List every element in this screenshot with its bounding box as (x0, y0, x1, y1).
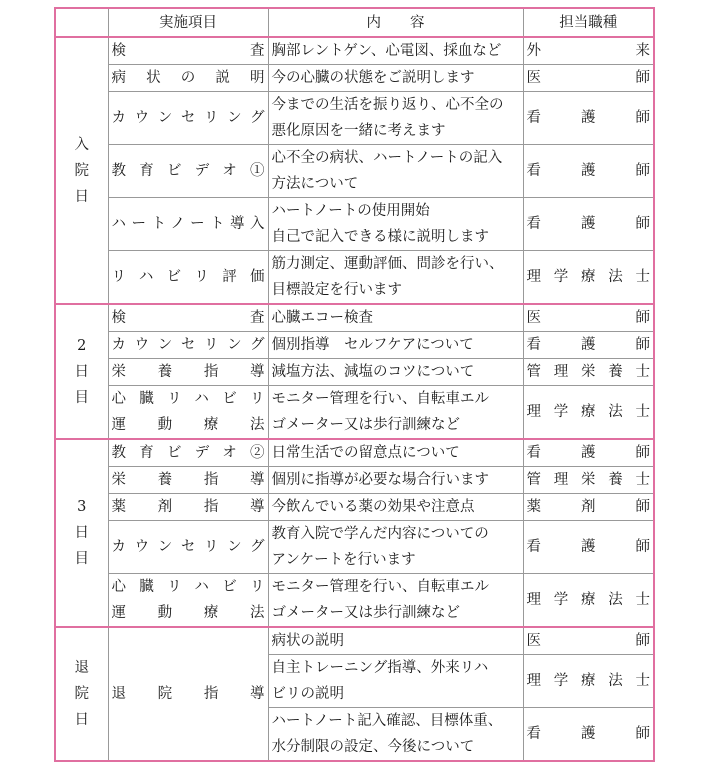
day-label: 退院日 (74, 660, 89, 728)
item-cell: 教育ビデオ② (108, 439, 268, 467)
schedule-table (54, 7, 655, 762)
content-cell: ハートノート記入確認、目標体重、 水分制限の設定、今後について (268, 708, 523, 762)
table-row (55, 198, 654, 251)
content-cell: モニター管理を行い、自転車エル ゴメーター又は歩行訓練など (268, 386, 523, 440)
content-cell: 胸部レントゲン、心電図、採血など (268, 37, 523, 65)
day-label: 入院日 (74, 136, 89, 205)
item-cell: 栄養指導 (108, 359, 268, 386)
staff-cell: 看護師 (523, 92, 654, 145)
content-cell: 心不全の病状、ハートノートの記入 方法について (268, 145, 523, 198)
content-cell: 今までの生活を振り返り、心不全の 悪化原因を一緒に考えます (268, 92, 523, 145)
item-cell: 心臓リハビリ 運動療法 (108, 386, 268, 440)
staff-cell: 看護師 (523, 332, 654, 359)
content-cell: 心臓エコー検査 (268, 304, 523, 332)
day-cell-admission (55, 37, 108, 304)
content-cell: 減塩方法、減塩のコツについて (268, 359, 523, 386)
item-cell: カウンセリング (108, 521, 268, 574)
item-cell: 病状の説明 (108, 65, 268, 92)
table-row (55, 304, 654, 332)
item-cell: 退院指導 (108, 627, 268, 761)
day-label: 3日目 (74, 499, 89, 567)
table-row (55, 251, 654, 305)
content-cell: 教育入院で学んだ内容についての アンケートを行います (268, 521, 523, 574)
content-cell: モニター管理を行い、自転車エル ゴメーター又は歩行訓練など (268, 574, 523, 628)
staff-cell: 管理栄養士 (523, 359, 654, 386)
content-cell: 個別に指導が必要な場合行います (268, 467, 523, 494)
content-cell: 今飲んでいる薬の効果や注意点 (268, 494, 523, 521)
staff-cell: 看護師 (523, 521, 654, 574)
staff-cell: 外来 (523, 37, 654, 65)
header-item: 実施項目 (108, 8, 268, 37)
table-row (55, 627, 654, 655)
staff-cell: 看護師 (523, 198, 654, 251)
content-cell: 個別指導 セルフケアについて (268, 332, 523, 359)
item-cell: 検査 (108, 304, 268, 332)
staff-cell: 理学療法士 (523, 574, 654, 628)
item-cell: 教育ビデオ① (108, 145, 268, 198)
table-row (55, 494, 654, 521)
table-row (55, 386, 654, 440)
item-cell: 栄養指導 (108, 467, 268, 494)
table-row (55, 332, 654, 359)
table-row (55, 439, 654, 467)
staff-cell: 医師 (523, 304, 654, 332)
item-cell: カウンセリング (108, 332, 268, 359)
staff-cell: 看護師 (523, 145, 654, 198)
table-row (55, 359, 654, 386)
table-row (55, 574, 654, 628)
header-content: 内 容 (268, 8, 523, 37)
staff-cell: 看護師 (523, 708, 654, 762)
item-cell: カウンセリング (108, 92, 268, 145)
table-row (55, 65, 654, 92)
header-staff: 担当職種 (523, 8, 654, 37)
staff-cell: 理学療法士 (523, 655, 654, 708)
table-row (55, 92, 654, 145)
item-cell: 薬剤指導 (108, 494, 268, 521)
content-cell: 病状の説明 (268, 627, 523, 655)
table-row (55, 145, 654, 198)
staff-cell: 医師 (523, 65, 654, 92)
item-cell: リハビリ評価 (108, 251, 268, 305)
staff-cell: 理学療法士 (523, 386, 654, 440)
content-cell: 自主トレーニング指導、外来リハ ビリの説明 (268, 655, 523, 708)
staff-cell: 理学療法士 (523, 251, 654, 305)
content-cell: 今の心臓の状態をご説明します (268, 65, 523, 92)
staff-cell: 医師 (523, 627, 654, 655)
staff-cell: 管理栄養士 (523, 467, 654, 494)
staff-cell: 看護師 (523, 439, 654, 467)
day-cell-day3 (55, 439, 108, 627)
content-cell: 日常生活での留意点について (268, 439, 523, 467)
table-row (55, 467, 654, 494)
table-header-row (55, 8, 654, 37)
day-label: 2日目 (74, 337, 89, 406)
day-cell-day2 (55, 304, 108, 439)
item-cell: 心臓リハビリ 運動療法 (108, 574, 268, 628)
staff-cell: 薬剤師 (523, 494, 654, 521)
item-cell: 検査 (108, 37, 268, 65)
day-cell-discharge (55, 627, 108, 761)
content-cell: ハートノートの使用開始 自己で記入できる様に説明します (268, 198, 523, 251)
item-cell: ハートノート導入 (108, 198, 268, 251)
header-day (55, 8, 108, 37)
table-row (55, 521, 654, 574)
table-row (55, 37, 654, 65)
content-cell: 筋力測定、運動評価、問診を行い、 目標設定を行います (268, 251, 523, 305)
